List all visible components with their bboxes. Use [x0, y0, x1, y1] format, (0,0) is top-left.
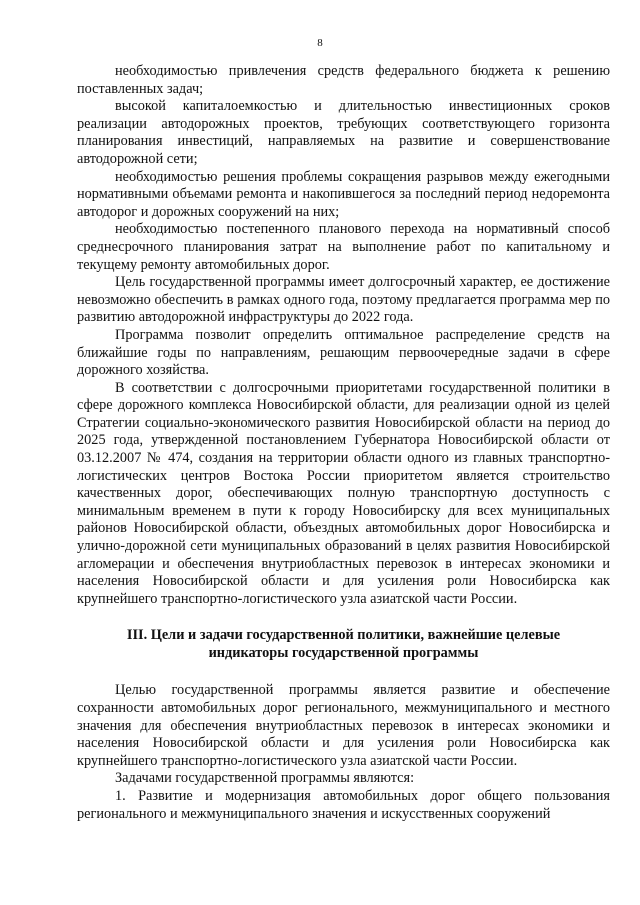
paragraph: необходимостью решения проблемы сокращения разрывов между ежегодными нормативными объемами ремонта и накопившегося за последний период недоремонта автодорог и дорожных сооружений на них; [77, 168, 610, 220]
paragraph: Цель государственной программы имеет долгосрочный характер, ее достижение невозможно обеспечить в рамках одного года, поэтому предлагается программа мер по развитию автодорожной инфраструктуры до 2022 года. [77, 274, 610, 326]
section-heading-line: индикаторы государственной программы [208, 645, 479, 662]
paragraph: Задачами государственной программы являются: [115, 770, 415, 787]
paragraph: Программа позволит определить оптимальное распределение средств на ближайшие годы по направлениям, решающим первоочередные задачи в сфере дорожного хозяйства. [77, 326, 610, 379]
paragraph: В соответствии с долгосрочными приоритетами государственной политики в сфере дорожного комплекса Новосибирской области, для реализации одной из целей Стратегии социально-экономического развития Новосибирской области на период до 2025 года, утвержденной постановлением Губернатора Новосибирской области от 03.12.2007 № 474, создания на территории области одного из главных транспортно-логистических центров Востока России приоритетом является строительство качественных дорог, обеспечивающих полную транспортную доступность с минимальным временем в пути к городу Новосибирску для всех муниципальных районов Новосибирской области, объездных автомобильных дорог Новосибирска и улично-дорожной сети муниципальных образований в целях развития Новосибирской агломерации и обеспечения внутриобластных перевозок в интересах экономики и населения Новосибирской области и для усиления роли Новосибирска как крупнейшего транспортно-логистического узла азиатской части России. [77, 379, 610, 607]
document-body [77, 63, 610, 823]
section-heading-line: III. Цели и задачи государственной политики, важнейшие целевые [126, 627, 561, 644]
paragraph: Целью государственной программы является развитие и обеспечение сохранности автомобильных дорог регионального, межмуниципального и местного значения для обеспечения внутриобластных перевозок в интересах экономики и населения Новосибирской области и для усиления роли Новосибирска как крупнейшего транспортно-логистического узла азиатской части России. [77, 682, 610, 769]
section-heading [77, 626, 610, 662]
paragraph: необходимостью привлечения средств федерального бюджета к решению поставленных задач; [77, 63, 610, 97]
paragraph: необходимостью постепенного планового перехода на нормативный способ среднесрочного планирования затрат на выполнение работ по капитальному и текущему ремонту автомобильных дорог. [77, 221, 610, 273]
paragraph: высокой капиталоемкостью и длительностью инвестиционных сроков реализации автодорожных проектов, требующих соответствующего горизонта планирования инвестиций, направляемых на развитие и совершенствование автодорожной сети; [77, 98, 610, 167]
page-number: 8 [317, 37, 323, 49]
paragraph: 1. Развитие и модернизация автомобильных дорог общего пользования регионального и межмуниципального значения и искусственных сооружений [77, 787, 610, 822]
